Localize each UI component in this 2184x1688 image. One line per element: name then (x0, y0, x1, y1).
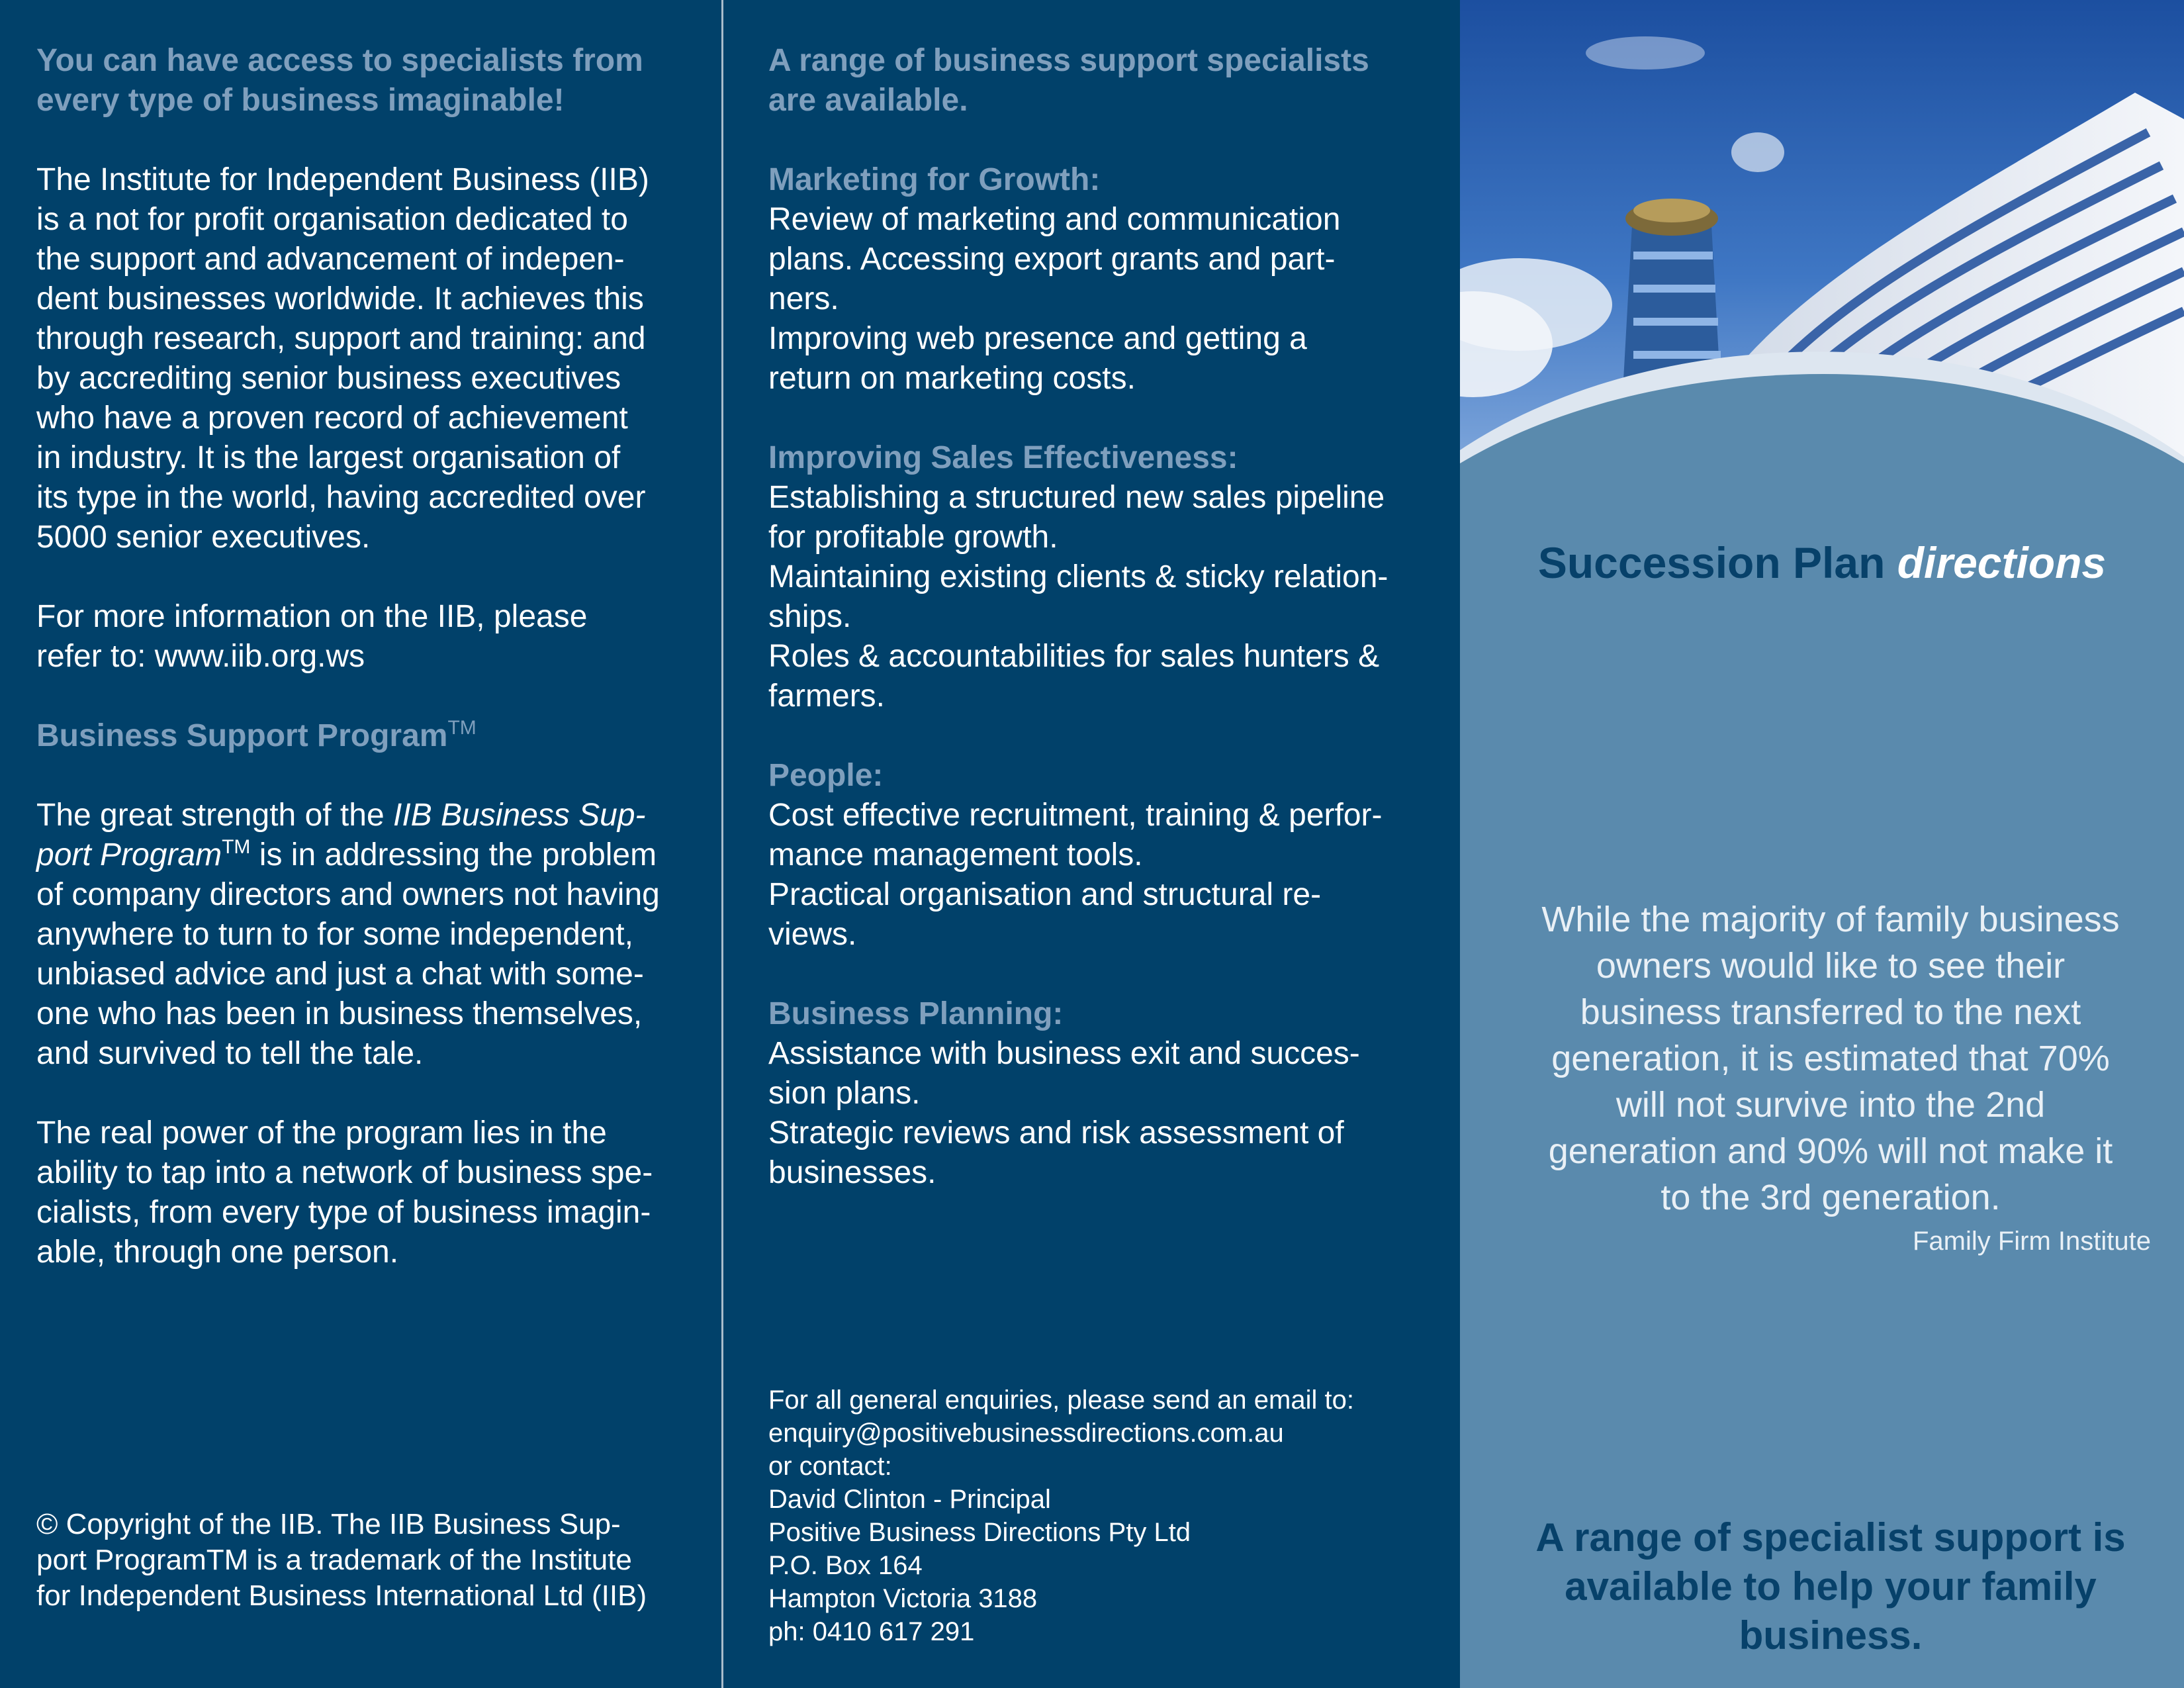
section-title-sales: Improving Sales Effectiveness: (768, 440, 1238, 475)
program-strength-line2 (36, 835, 657, 875)
section-body-marketing: Review of marketing and communication plans. Accessing export grants and part- ners. Improving web presence and getting a return on marketing costs. (768, 202, 1341, 396)
trademark-mark: TM (447, 717, 477, 739)
left-heading: You can have access to specialists from every type of business imaginable! (36, 43, 643, 118)
strength-italic-1: IIB Business Sup- (393, 798, 646, 833)
section-body-sales: Establishing a structured new sales pipeline for profitable growth. Maintaining existing clients & sticky relation- ships. Roles & accountabilities for sales hunters & farmers. (768, 480, 1388, 714)
specialist-support-tagline: A range of specialist support is available to help your family business. (1535, 1515, 2126, 1658)
strength-italic-2: port Program (36, 837, 222, 872)
section-title-planning: Business Planning: (768, 996, 1064, 1031)
title-italic: directions (1897, 538, 2107, 587)
section-title-marketing: Marketing for Growth: (768, 162, 1101, 197)
iib-intro-text: The Institute for Independent Business (IIB) is a not for profit organisation dedicated to the support and advancement of indepen- dent businesses worldwide. It achieves this through research, support and training: and by accrediting senior business executives who have a proven record of achievement in industry. It is the largest organisation of its type in the world, having accredited over 5000 senior executives. (36, 162, 649, 555)
middle-panel (723, 0, 1460, 1688)
program-heading (36, 716, 477, 756)
more-info-text: For more information on the IIB, please refer to: www.iib.org.ws (36, 599, 588, 674)
family-business-quote: While the majority of family business owners would like to see their business transferred to the next generation, it is estimated that 70% will not survive into the 2nd generation and 90% will not make it to the 3rd generation. (1541, 900, 2120, 1217)
section-body-planning: Assistance with business exit and succes- sion plans. Strategic reviews and risk assessment of businesses. (768, 1036, 1360, 1190)
brochure-title (1460, 538, 2184, 588)
trademark-mark-2: TM (222, 836, 251, 858)
strength-prefix: The great strength of the (36, 798, 393, 833)
right-panel (1460, 0, 2184, 1688)
program-strength-rest: of company directors and owners not having anywhere to turn to for some independent, unbiased advice and just a chat with some- one who has been in business themselves, and survived to tell the tale. (36, 877, 660, 1071)
title-main: Succession Plan (1537, 538, 1897, 587)
middle-heading: A range of business support specialists are available. (768, 43, 1369, 118)
copyright-text: © Copyright of the IIB. The IIB Business Sup- port ProgramTM is a trademark of the Institute for Independent Business International Ltd (IIB) (36, 1508, 647, 1612)
left-panel (0, 0, 722, 1688)
network-power-text: The real power of the program lies in the ability to tap into a network of business spe- cialists, from every type of business imagin- able, through one person. (36, 1115, 653, 1270)
program-strength-text (36, 796, 646, 835)
section-title-people: People: (768, 758, 884, 793)
strength-rest-1: is in addressing the problem (250, 837, 657, 872)
program-heading-label: Business Support Program (36, 718, 448, 753)
quote-source: Family Firm Institute (1912, 1227, 2151, 1256)
contact-details: For all general enquiries, please send an email to: enquiry@positivebusinessdirections.com.au or contact: David Clinton - Principal Positive Business Directions Pty Ltd P.O. Box 164 Hampton Victoria 3188 ph: 0410 617 291 (768, 1385, 1354, 1646)
building-photo (1460, 0, 2184, 463)
section-body-people: Cost effective recruitment, training & perfor- mance management tools. Practical organisation and structural re- views. (768, 798, 1383, 952)
